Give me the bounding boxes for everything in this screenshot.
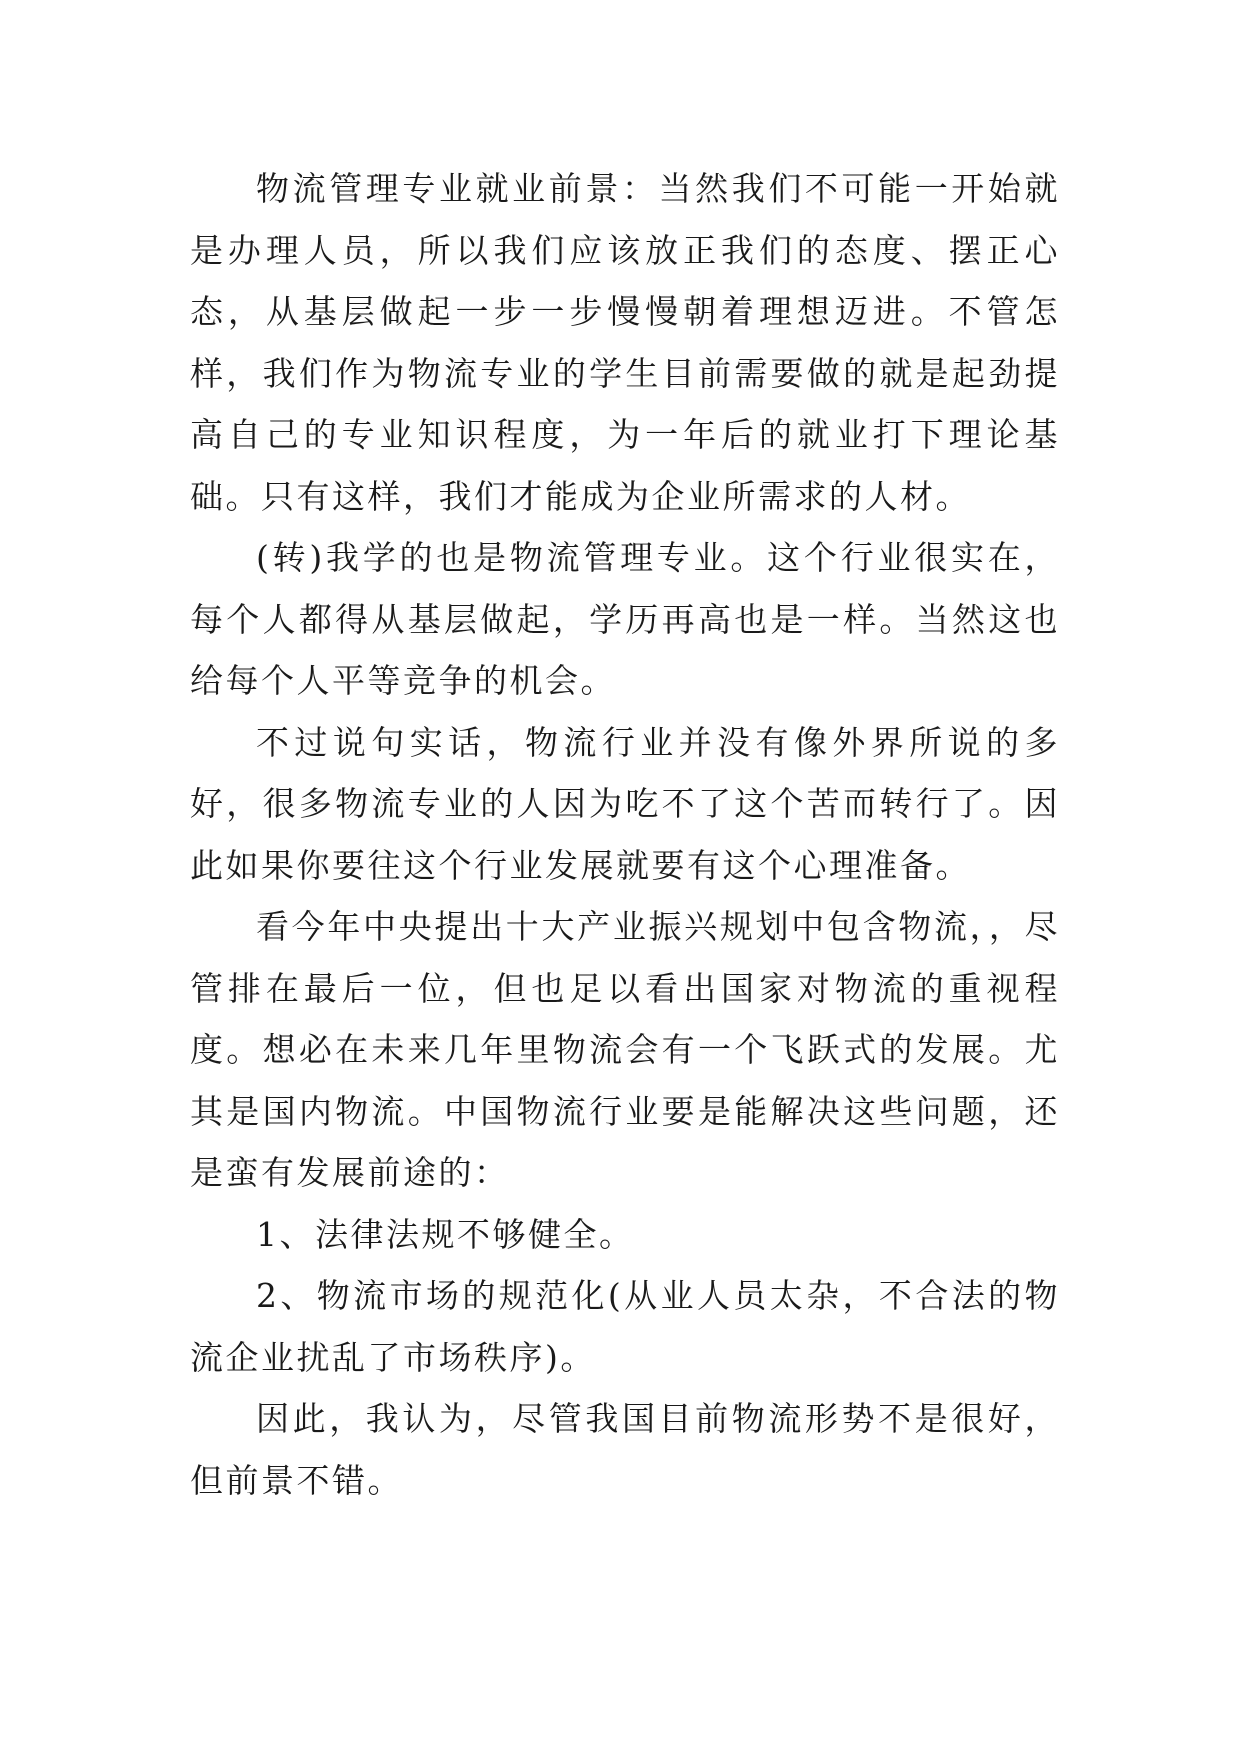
paragraph-industry-planning: 看今年中央提出十大产业振兴规划中包含物流，，尽管排在最后一位，但也足以看出国家对物流的重视程度。想必在未来几年里物流会有一个飞跃式的发展。尤其是国内物流。中国物流行业要是能解决这些问题，还是蛮有发展前途的： <box>190 907 1060 1192</box>
paragraph-issue-1: 1、法律法规不够健全。 <box>256 1214 635 1254</box>
paragraph-issue-2: 2、物流市场的规范化(从业人员太杂，不合法的物流企业扰乱了市场秩序)。 <box>190 1276 1060 1377</box>
paragraph-career-prospects: 物流管理专业就业前景：当然我们不可能一开始就是办理人员，所以我们应该放正我们的态度、摆正心态，从基层做起一步一步慢慢朝着理想迈进。不管怎样，我们作为物流专业的学生目前需要做的就是起劲提高自己的专业知识程度，为一年后的就业打下理论基础。只有这样，我们才能成为企业所需求的人材。 <box>190 169 1060 516</box>
paragraph-conclusion: 因此，我认为，尽管我国目前物流形势不是很好，但前景不错。 <box>190 1399 1060 1500</box>
paragraph-honest-remark: 不过说句实话，物流行业并没有像外界所说的多好，很多物流专业的人因为吃不了这个苦而转行了。因此如果你要往这个行业发展就要有这个心理准备。 <box>190 722 1060 885</box>
paragraph-reposted-opinion: (转)我学的也是物流管理专业。这个行业很实在，每个人都得从基层做起，学历再高也是一样。当然这也给每个人平等竞争的机会。 <box>190 538 1060 700</box>
document-body <box>190 158 1060 1511</box>
